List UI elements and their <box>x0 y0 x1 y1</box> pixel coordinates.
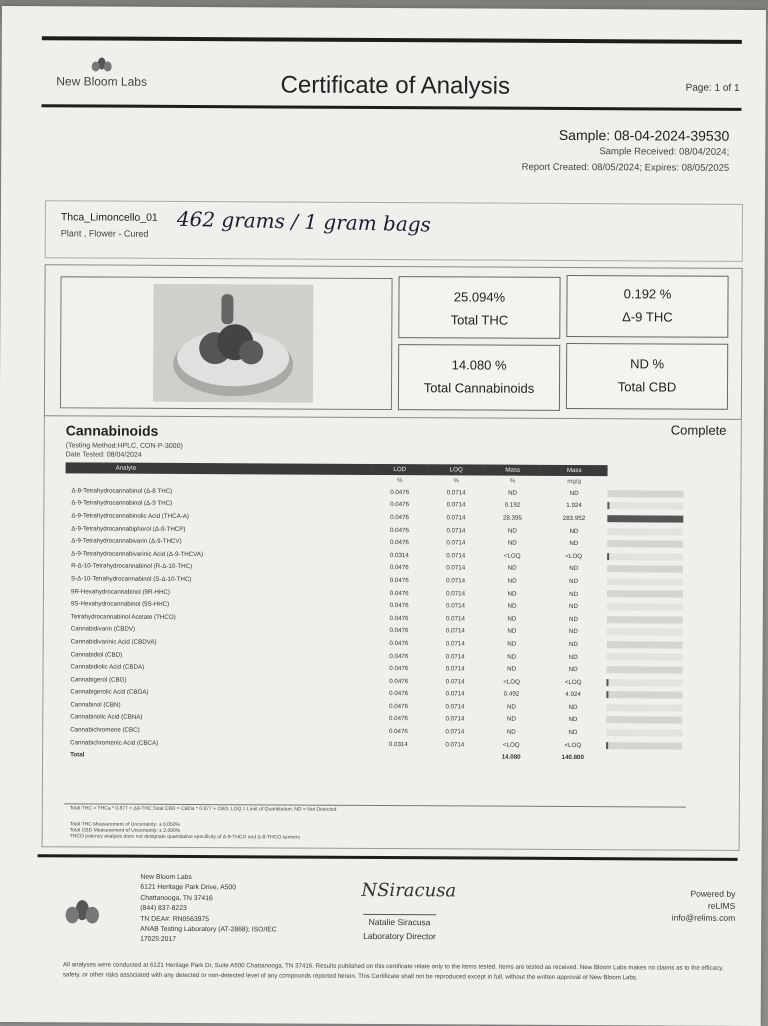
certificate-page <box>0 6 766 1026</box>
signer-block <box>363 914 436 941</box>
mass-mg-value: ND <box>540 575 607 588</box>
powered-by <box>672 888 736 924</box>
analyte-name: S-Δ-10-Tetrahydrocannabinol (S-Δ-10-THC) <box>65 572 371 586</box>
lod-value: 0.0476 <box>371 524 428 537</box>
thc-uncertainty: Total THC Measurement of Uncertainty: ± 0.050% <box>70 821 180 828</box>
lab-line: New Bloom Labs <box>140 873 277 884</box>
mass-pct-value: ND <box>484 537 541 550</box>
testing-method: (Testing Method:HPLC, CON-P-3000) <box>66 442 183 450</box>
mass-mg-value: ND <box>540 651 607 664</box>
page-title: Certificate of Analysis <box>281 71 511 100</box>
total-cbd-value: ND % <box>567 356 727 372</box>
lab-line: ANAB Testing Laboratory (AT-2868); ISO/IEC <box>140 925 277 936</box>
lod-value: 0.0476 <box>371 637 428 650</box>
mass-mg-value: ND <box>540 537 607 550</box>
mass-pct-value: ND <box>483 701 540 714</box>
total-label: Total <box>64 749 370 763</box>
mass-pct-value: 0.192 <box>484 499 541 512</box>
unit-loq: % <box>428 475 484 486</box>
loq-value: 0.0714 <box>427 562 484 575</box>
lod-value: 0.0476 <box>371 599 428 612</box>
mass-pct-value: ND <box>484 524 541 537</box>
mass-mg-value: <LOQ <box>539 739 606 752</box>
director-signature: NSiracusa <box>361 880 456 901</box>
lab-address <box>140 873 277 947</box>
mass-mg-value: ND <box>540 613 607 626</box>
analyte-name: Δ-9-Tetrahydrocannabivarinic Acid (Δ-9-THCVA) <box>65 547 371 561</box>
unit-lod: % <box>371 475 427 486</box>
lod-value: 0.0314 <box>370 738 427 751</box>
total-mg: 140.800 <box>539 751 606 764</box>
total-cbd-card <box>566 343 728 410</box>
loq-value: 0.0714 <box>427 713 484 726</box>
lab-line: Chattanooga, TN 37416 <box>140 894 277 905</box>
loq-value: 0.0714 <box>427 700 484 713</box>
mass-mg-value: 1.924 <box>541 499 608 512</box>
handwritten-note: 462 grams / 1 gram bags <box>177 207 431 237</box>
mass-pct-value: ND <box>483 726 540 739</box>
analyte-name: Cannabigerol (CBG) <box>64 673 370 687</box>
total-thc-value: 25.094% <box>399 289 559 305</box>
loq-value: 0.0714 <box>427 587 484 600</box>
mass-mg-value: <LOQ <box>540 550 607 563</box>
powered-name: reLIMS <box>672 900 735 912</box>
footer-logo-icon <box>63 898 101 928</box>
lod-value: 0.0476 <box>370 687 427 700</box>
mass-pct-value: ND <box>484 612 541 625</box>
lod-value: 0.0476 <box>371 511 428 524</box>
loq-value: 0.0714 <box>427 637 484 650</box>
lod-value: 0.0476 <box>371 562 428 575</box>
disclaimer: All analyses were conducted at 6121 Heritage Park Dr, Suite A500 Chattanooga, TN 37416. Results published on this certificate relate only to the items tested. Items are tested as received. New Bloom Labs makes no claims as to the efficacy, safety, or other risks associated with any detected or non-detected level of any compounds reported herein. This Certificate shall not be reproduced except in full, without the written approval of New Bloom Labs. <box>63 960 743 984</box>
mass-mg-value: ND <box>540 588 607 601</box>
mass-mg-value: ND <box>540 663 607 676</box>
col-mass-mg: Mass <box>541 465 608 476</box>
analyte-name: Cannabinolic Acid (CBNA) <box>64 711 370 725</box>
lod-value: 0.0476 <box>371 624 428 637</box>
loq-value: 0.0714 <box>428 511 485 524</box>
analyte-name: Δ-9-Tetrahydrocannabivarin (Δ-9-THCV) <box>65 535 371 549</box>
analyte-name: Tetrahydrocannabinol Acetate (THCO) <box>65 610 371 624</box>
loq-value: 0.0714 <box>428 486 485 499</box>
total-cbd-label: Total CBD <box>567 379 727 395</box>
mass-pct-value: <LOQ <box>483 675 540 688</box>
unit-mass-pct: % <box>484 476 540 487</box>
d9-thc-card <box>566 275 728 338</box>
analyte-name: Δ-9-Tetrahydrocannabiphorol (Δ-9-THCP) <box>65 522 371 536</box>
sample-received: Sample Received: 08/04/2024; <box>599 146 729 158</box>
loq-value: 0.0714 <box>427 675 484 688</box>
loq-value: 0.0714 <box>428 537 485 550</box>
mass-pct-value: ND <box>483 713 540 726</box>
lab-name: New Bloom Labs <box>52 74 152 89</box>
col-loq: LOQ <box>428 464 484 475</box>
total-cannabinoids-label: Total Cannabinoids <box>399 380 559 396</box>
col-mass-pct: Mass <box>484 465 540 476</box>
loq-value: 0.0714 <box>428 549 485 562</box>
analyte-name: Δ-8-Tetrahydrocannabinol (Δ-8 THC) <box>65 484 371 498</box>
mass-pct-value: ND <box>484 600 541 613</box>
lab-logo <box>52 56 152 89</box>
bloom-logo-icon <box>91 56 113 74</box>
mass-mg-value: ND <box>540 600 607 613</box>
lod-value: 0.0314 <box>371 549 428 562</box>
mass-pct-value: ND <box>484 487 541 500</box>
mass-mg-value: ND <box>539 726 606 739</box>
signer-title: Laboratory Director <box>363 931 436 941</box>
mass-pct-value: 28.395 <box>484 512 541 525</box>
col-lod: LOD <box>372 464 428 475</box>
total-pct: 14.080 <box>483 751 540 764</box>
col-analyte: Analyte <box>66 462 372 475</box>
product-photo-image <box>153 284 314 403</box>
total-cannabinoids-card <box>398 344 560 411</box>
analyte-name: Δ-9-Tetrahydrocannabinol (Δ-9 THC) <box>65 497 371 511</box>
analyte-name: R-Δ-10-Tetrahydrocannabinol (R-Δ-10-THC) <box>65 560 371 574</box>
loq-value: 0.0714 <box>427 574 484 587</box>
loq-value: 0.0714 <box>427 625 484 638</box>
mass-mg-value: ND <box>541 487 608 500</box>
mass-pct-value: ND <box>484 625 541 638</box>
thco-note: THCO potency analysis does not designate quantitative specificity of Δ-9-THCO and Δ-8-THCO isomers <box>70 833 300 840</box>
d9-thc-label: Δ-9 THC <box>567 309 727 325</box>
mass-mg-value: ND <box>540 625 607 638</box>
product-type: Plant , Flower - Cured <box>61 228 149 238</box>
sample-id: Sample: 08-04-2024-39530 <box>559 127 730 144</box>
loq-value: 0.0714 <box>427 612 484 625</box>
total-thc-card <box>398 276 560 339</box>
total-cannabinoids-value: 14.080 % <box>399 357 559 373</box>
analyte-name: 9R-Hexahydrocannabinol (9R-HHC) <box>65 585 371 599</box>
mass-pct-value: 0.492 <box>483 688 540 701</box>
powered-email: info@relims.com <box>672 912 735 924</box>
analyte-name: Cannabinol (CBN) <box>64 698 370 712</box>
lod-value: 0.0476 <box>371 587 428 600</box>
product-name: Thca_Limoncello_01 <box>61 211 158 224</box>
report-dates: Report Created: 08/05/2024; Expires: 08/05/2025 <box>522 162 730 174</box>
total-thc-label: Total THC <box>399 312 559 328</box>
analyte-name: Cannabidivarinic Acid (CBDVA) <box>65 635 371 649</box>
lod-value: 0.0476 <box>371 662 428 675</box>
mass-pct-value: ND <box>483 663 540 676</box>
powered-label: Powered by <box>672 888 735 900</box>
loq-value: 0.0714 <box>427 600 484 613</box>
lod-value: 0.0476 <box>371 650 428 663</box>
mass-mg-value: ND <box>541 525 608 538</box>
mass-pct-value: ND <box>484 638 541 651</box>
mass-pct-value: ND <box>484 575 541 588</box>
unit-mass-mg: mg/g <box>541 476 608 487</box>
analyte-name: Cannabichromene (CBC) <box>64 724 370 738</box>
analyte-name: Cannabichromenic Acid (CBCA) <box>64 736 370 750</box>
analyte-name: Cannabidiolic Acid (CBDA) <box>65 661 371 675</box>
mass-pct-value: ND <box>484 562 541 575</box>
mass-pct-value: <LOQ <box>484 550 541 563</box>
lab-line: TN DEA#: RN0563975 <box>140 914 277 925</box>
content-frame <box>42 416 742 851</box>
sample-photo <box>60 276 393 410</box>
lod-value: 0.0476 <box>371 574 428 587</box>
top-rule <box>42 36 742 44</box>
analyte-name: Cannabidivarin (CBDV) <box>65 623 371 637</box>
mass-mg-value: 283.952 <box>541 512 608 525</box>
analyte-name: Cannabigerolic Acid (CBGA) <box>64 686 370 700</box>
cannabinoids-title: Cannabinoids <box>66 422 159 438</box>
mass-mg-value: 4.924 <box>540 688 607 701</box>
lod-value: 0.0476 <box>371 499 428 512</box>
loq-value: 0.0714 <box>427 738 484 751</box>
mass-pct-value: ND <box>484 587 541 600</box>
mass-mg-value: <LOQ <box>540 676 607 689</box>
lod-value: 0.0476 <box>370 725 427 738</box>
mass-mg-value: ND <box>540 638 607 651</box>
signer-name: Natalie Siracusa <box>363 914 436 927</box>
date-tested: Date Tested: 08/04/2024 <box>66 451 142 458</box>
mass-mg-value: ND <box>540 562 607 575</box>
loq-value: 0.0714 <box>427 688 484 701</box>
footer-rule <box>38 854 738 861</box>
loq-value: 0.0714 <box>428 524 485 537</box>
lod-value: 0.0476 <box>370 675 427 688</box>
mass-pct-value: ND <box>483 650 540 663</box>
mass-mg-value: ND <box>540 714 607 727</box>
lod-value: 0.0476 <box>371 486 428 499</box>
d9-thc-value: 0.192 % <box>567 286 727 302</box>
mass-mg-value: ND <box>540 701 607 714</box>
loq-value: 0.0714 <box>427 726 484 739</box>
lod-value: 0.0476 <box>370 713 427 726</box>
lab-line: 6121 Heritage Park Drive, A500 <box>140 883 277 894</box>
loq-value: 0.0714 <box>427 650 484 663</box>
lab-line: (844) 837-8223 <box>140 904 277 915</box>
analyte-name: 9S-Hexahydrocannabinol (9S-HHC) <box>65 598 371 612</box>
mass-pct-value: <LOQ <box>483 738 540 751</box>
analyte-name: Δ-9-Tetrahydrocannabinolic Acid (THCA-A) <box>65 510 371 524</box>
lab-line: 17025:2017 <box>140 935 277 946</box>
status-badge: Complete <box>671 423 727 438</box>
formula-note: Total THC = THCa * 0.877 + Δ9-THC;Total CBD = CBDa * 0.877 + CBD; LOQ = Limit of Quantitation; ND = Not Detected <box>70 805 337 812</box>
analyte-name: Cannabidiol (CBD) <box>65 648 371 662</box>
cbd-uncertainty: Total CBD Measurement of Uncertainty: ± 2.000% <box>70 827 181 834</box>
page-number: Page: 1 of 1 <box>686 83 740 94</box>
lod-value: 0.0476 <box>370 700 427 713</box>
loq-value: 0.0714 <box>427 663 484 676</box>
lod-value: 0.0476 <box>371 536 428 549</box>
lod-value: 0.0476 <box>371 612 428 625</box>
loq-value: 0.0714 <box>428 499 485 512</box>
